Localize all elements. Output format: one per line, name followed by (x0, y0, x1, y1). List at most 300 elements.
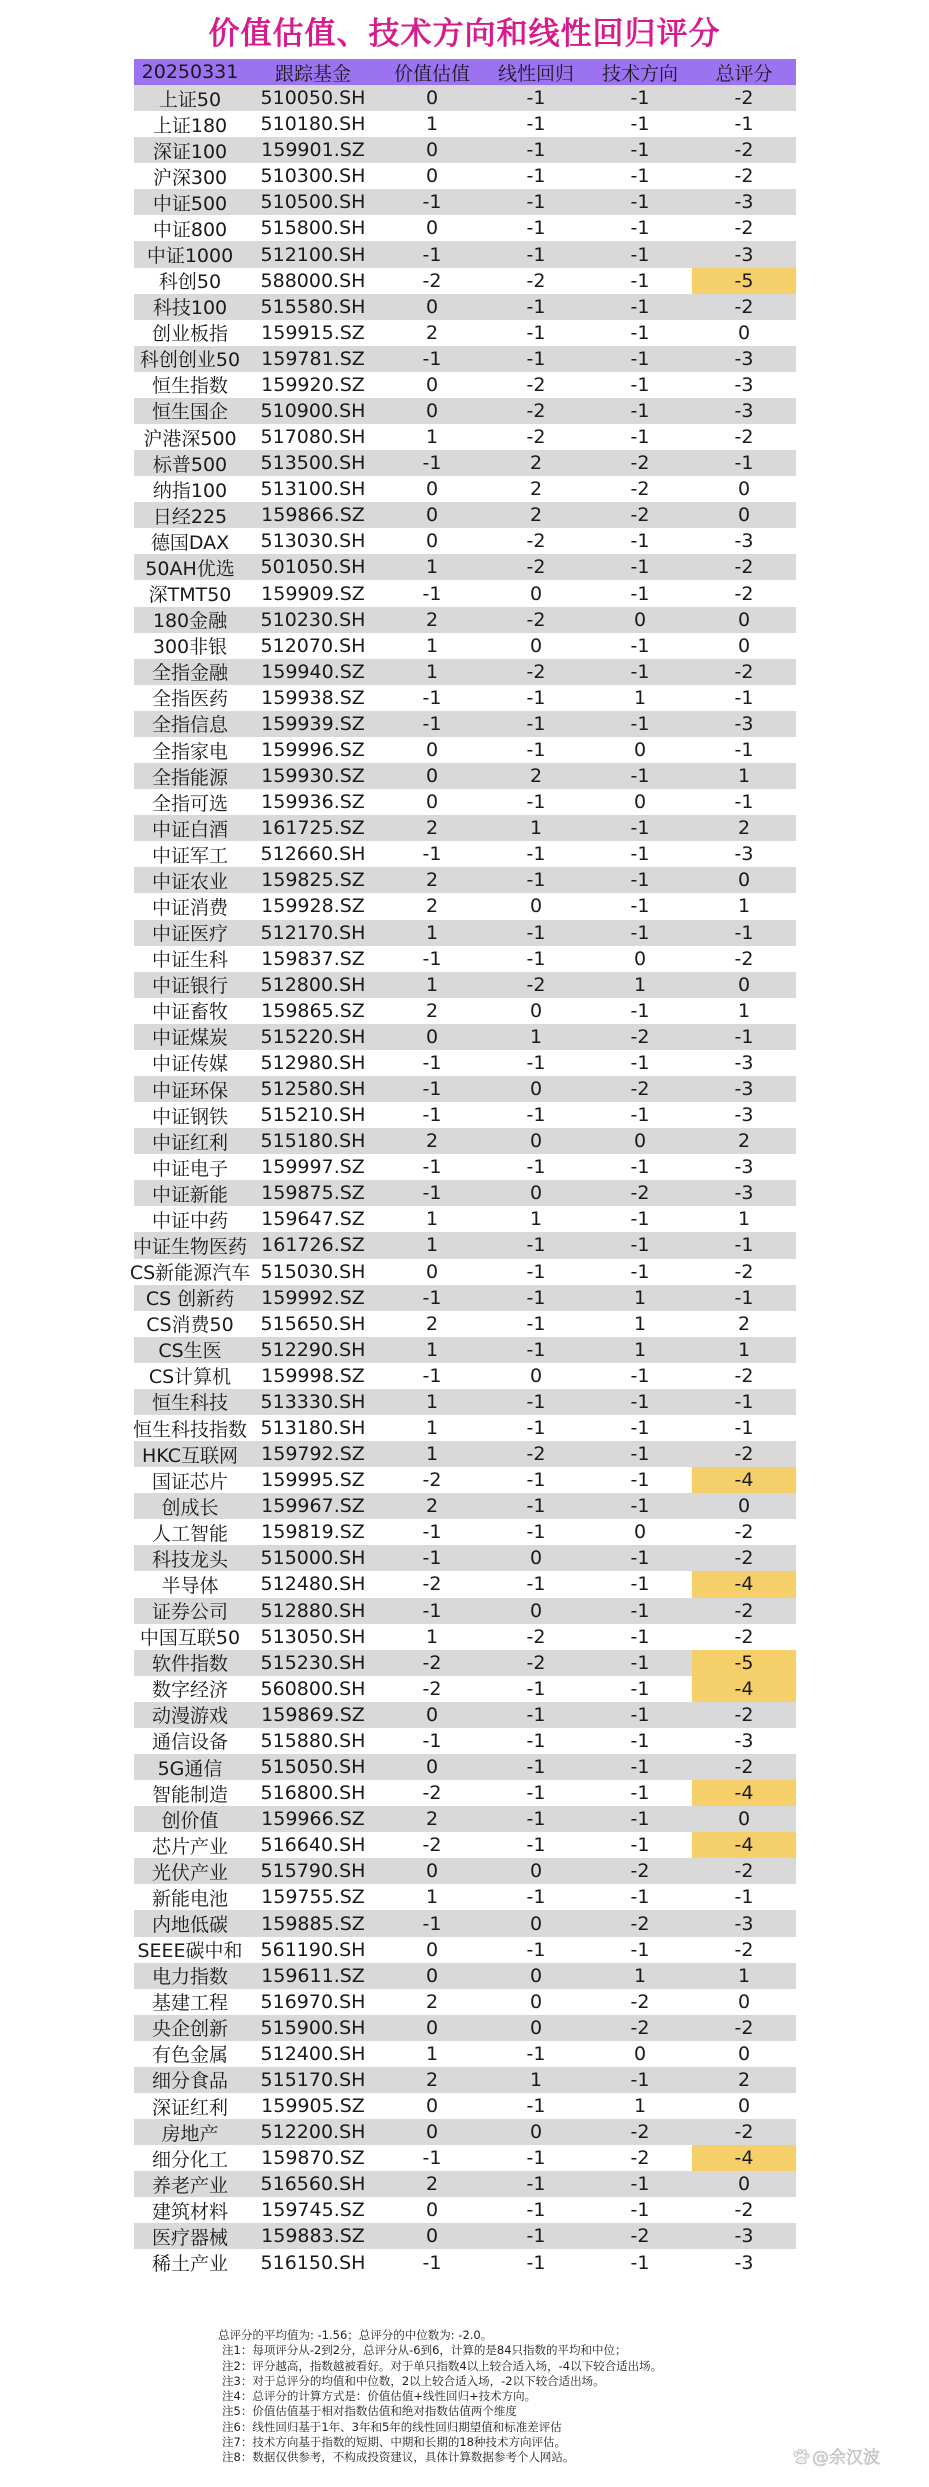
index-name: 房地产 (161, 2122, 219, 2145)
table-header (134, 59, 796, 85)
table-row (134, 2223, 796, 2249)
valuation-score: -1 (422, 843, 442, 866)
fund-code: 159883.SZ (261, 2225, 365, 2248)
fund-code: 515230.SH (260, 1651, 366, 1674)
fund-code: 512200.SH (260, 2121, 366, 2144)
table-row (134, 1519, 796, 1545)
valuation-score: 1 (425, 921, 439, 944)
index-name: 180金融 (152, 610, 228, 633)
table-row (134, 1154, 796, 1180)
valuation-score: 1 (425, 1886, 439, 1909)
regression-score: -1 (526, 165, 546, 188)
regression-score: -1 (526, 139, 546, 162)
table-row (134, 1076, 796, 1102)
regression-score: 0 (529, 895, 543, 918)
regression-score: 1 (529, 2068, 543, 2091)
index-name: 央企创新 (151, 2018, 228, 2041)
index-name: 国证芯片 (151, 1470, 228, 1493)
index-name: 中证医疗 (151, 923, 228, 946)
table-row (134, 607, 796, 633)
fund-code: 510230.SH (260, 608, 366, 631)
regression-score: -1 (526, 1417, 546, 1440)
total-score: 0 (737, 973, 751, 996)
regression-score: -1 (526, 1156, 546, 1179)
total-score: -3 (734, 1156, 754, 1179)
total-score: 0 (737, 1808, 751, 1831)
regression-score: -2 (526, 373, 546, 396)
technical-score: 0 (633, 947, 647, 970)
regression-score: 0 (529, 634, 543, 657)
fund-code: 513100.SH (260, 478, 366, 501)
regression-score: -1 (526, 113, 546, 136)
fund-code: 159905.SZ (261, 2095, 365, 2118)
valuation-score: -2 (422, 1677, 442, 1700)
valuation-score: 0 (425, 2016, 439, 2039)
table-row (134, 2093, 796, 2119)
score-table (129, 59, 796, 2276)
valuation-score: 0 (425, 2121, 439, 2144)
table-row (134, 163, 796, 189)
technical-score: -1 (630, 921, 650, 944)
regression-score: -1 (526, 1703, 546, 1726)
technical-score: -1 (630, 869, 650, 892)
table-row (134, 476, 796, 502)
baidu-paw-icon (792, 2449, 810, 2465)
index-name: 中国互联50 (139, 1627, 241, 1650)
valuation-score: -1 (422, 191, 442, 214)
total-score: -4 (692, 1780, 796, 1806)
fund-code: 515220.SH (260, 1025, 366, 1048)
total-score: -1 (734, 1025, 754, 1048)
fund-code: 560800.SH (260, 1677, 366, 1700)
valuation-score: 0 (425, 399, 439, 422)
regression-score: 0 (529, 999, 543, 1022)
index-name: 300非银 (152, 636, 228, 659)
technical-score: 0 (633, 738, 647, 761)
index-name: CS计算机 (148, 1366, 232, 1389)
technical-score: -1 (630, 1364, 650, 1387)
technical-score: -2 (630, 504, 650, 527)
fund-code: 515210.SH (260, 1104, 366, 1127)
regression-score: -1 (526, 712, 546, 735)
technical-score: 1 (633, 1964, 647, 1987)
valuation-score: 0 (425, 1860, 439, 1883)
total-score: 1 (737, 1338, 751, 1361)
index-name: CS新能源汽车 (129, 1262, 251, 1285)
technical-score: 0 (633, 608, 647, 631)
index-name: 中证白酒 (151, 818, 228, 841)
valuation-score: 1 (425, 2042, 439, 2065)
technical-score: -1 (630, 660, 650, 683)
technical-score: -1 (630, 1938, 650, 1961)
technical-score: 1 (633, 2095, 647, 2118)
valuation-score: 2 (425, 817, 439, 840)
fund-code: 517080.SH (260, 426, 366, 449)
table-row (134, 2041, 796, 2067)
fund-code: 510050.SH (260, 87, 366, 110)
table-row (134, 398, 796, 424)
fund-code: 515000.SH (260, 1547, 366, 1570)
total-score: -2 (734, 1521, 754, 1544)
index-name: CS生医 (158, 1340, 222, 1363)
regression-score: -1 (526, 321, 546, 344)
fund-code: 159930.SZ (261, 765, 365, 788)
table-row (134, 189, 796, 215)
technical-score: -1 (630, 269, 650, 292)
valuation-score: 2 (425, 1808, 439, 1831)
total-score: 0 (737, 634, 751, 657)
fund-code: 510180.SH (260, 113, 366, 136)
technical-score: -1 (630, 217, 650, 240)
valuation-score: 0 (425, 295, 439, 318)
note-8: 注8：数据仅供参考，不构成投资建议，具体计算数据参考个人网站。 (222, 2450, 575, 2465)
regression-score: -1 (526, 1390, 546, 1413)
fund-code: 516800.SH (260, 1782, 366, 1805)
table-row (134, 346, 796, 372)
valuation-score: 1 (425, 1417, 439, 1440)
fund-code: 512480.SH (260, 1573, 366, 1596)
valuation-score: -1 (422, 1364, 442, 1387)
index-name: 中证新能 (151, 1183, 228, 1206)
index-name: 上证180 (152, 114, 228, 137)
total-score: -5 (692, 1650, 796, 1676)
valuation-score: -1 (422, 686, 442, 709)
index-name: 恒生指数 (151, 375, 228, 398)
total-score: -4 (692, 1676, 796, 1702)
header-total: 总评分 (715, 62, 773, 85)
technical-score: -1 (630, 530, 650, 553)
regression-score: -2 (526, 556, 546, 579)
fund-code: 512170.SH (260, 921, 366, 944)
technical-score: -1 (630, 1469, 650, 1492)
total-score: -4 (692, 1571, 796, 1597)
table-row (134, 1963, 796, 1989)
index-name: 中证红利 (151, 1131, 228, 1154)
table-row (134, 1415, 796, 1441)
regression-score: 0 (529, 1182, 543, 1205)
fund-code: 516560.SH (260, 2173, 366, 2196)
table-row (134, 1937, 796, 1963)
valuation-score: 1 (425, 1443, 439, 1466)
index-name: 创价值 (161, 1809, 219, 1832)
notes (218, 2328, 663, 2466)
index-name: 通信设备 (151, 1731, 228, 1754)
table-row (134, 659, 796, 685)
fund-code: 159865.SZ (261, 999, 365, 1022)
technical-score: -1 (630, 87, 650, 110)
regression-score: -1 (526, 2225, 546, 2248)
regression-score: -1 (526, 947, 546, 970)
valuation-score: -1 (422, 712, 442, 735)
valuation-score: 1 (425, 1208, 439, 1231)
valuation-score: 0 (425, 2095, 439, 2118)
table-row (134, 867, 796, 893)
valuation-score: 1 (425, 1338, 439, 1361)
valuation-score: -1 (422, 582, 442, 605)
total-score: -1 (734, 921, 754, 944)
technical-score: -1 (630, 113, 650, 136)
technical-score: -1 (630, 582, 650, 605)
fund-code: 159992.SZ (261, 1286, 365, 1309)
fund-code: 561190.SH (260, 1938, 366, 1961)
table-row (134, 789, 796, 815)
index-name: 中证钢铁 (151, 1105, 228, 1128)
fund-code: 159781.SZ (261, 347, 365, 370)
fund-code: 159928.SZ (261, 895, 365, 918)
regression-score: -1 (526, 1260, 546, 1283)
table-row (134, 1754, 796, 1780)
total-score: -2 (734, 295, 754, 318)
index-name: 5G通信 (157, 1757, 223, 1780)
valuation-score: 1 (425, 660, 439, 683)
index-name: 创成长 (161, 1496, 219, 1519)
total-score: -2 (734, 660, 754, 683)
regression-score: 0 (529, 1990, 543, 2013)
technical-score: -1 (630, 1208, 650, 1231)
table-row (134, 1624, 796, 1650)
watermark (792, 2443, 880, 2468)
total-score: 2 (737, 2068, 751, 2091)
total-score: -2 (734, 1547, 754, 1570)
fund-code: 159997.SZ (261, 1156, 365, 1179)
table-row (134, 1024, 796, 1050)
table-row (134, 1884, 796, 1910)
table-row (134, 1337, 796, 1363)
total-score: -3 (734, 191, 754, 214)
regression-score: -1 (526, 295, 546, 318)
total-score: -4 (692, 2145, 796, 2171)
fund-code: 501050.SH (260, 556, 366, 579)
total-score: -2 (734, 139, 754, 162)
total-score: -2 (734, 1260, 754, 1283)
index-name: 有色金属 (151, 2044, 228, 2067)
technical-score: -1 (630, 139, 650, 162)
index-name: 沪深300 (152, 166, 228, 189)
table-row (134, 2145, 796, 2171)
valuation-score: -1 (422, 347, 442, 370)
index-name: 内地低碳 (151, 1914, 228, 1937)
table-row (134, 972, 796, 998)
index-name: 恒生科技指数 (133, 1418, 248, 1441)
technical-score: -1 (630, 999, 650, 1022)
index-name: 细分食品 (151, 2070, 228, 2093)
technical-score: -1 (630, 1703, 650, 1726)
technical-score: -1 (630, 1625, 650, 1648)
table-row (134, 1363, 796, 1389)
regression-score: 0 (529, 1964, 543, 1987)
index-name: 中证生科 (151, 949, 228, 972)
fund-code: 515030.SH (260, 1260, 366, 1283)
table-row (134, 2171, 796, 2197)
technical-score: 0 (633, 2042, 647, 2065)
note-4: 注4：总评分的计算方式是：价值估值+线性回归+技术方向。 (222, 2389, 537, 2404)
total-score: -3 (734, 712, 754, 735)
total-score: 2 (737, 817, 751, 840)
header-regression: 线性回归 (497, 62, 574, 85)
technical-score: -2 (630, 1860, 650, 1883)
regression-score: -2 (526, 269, 546, 292)
total-score: -1 (734, 1234, 754, 1257)
technical-score: -1 (630, 2173, 650, 2196)
technical-score: -2 (630, 1182, 650, 1205)
note-6: 注6：线性回归基于1年、3年和5年的线性回归期望值和标准差评估 (222, 2419, 562, 2434)
valuation-score: 0 (425, 791, 439, 814)
technical-score: -1 (630, 1156, 650, 1179)
technical-score: -1 (630, 373, 650, 396)
fund-code: 159745.SZ (261, 2199, 365, 2222)
total-score: -2 (734, 426, 754, 449)
regression-score: -1 (526, 1338, 546, 1361)
total-score: 0 (737, 608, 751, 631)
regression-score: -1 (526, 191, 546, 214)
total-score: -2 (734, 165, 754, 188)
table-row (134, 137, 796, 163)
total-score: -2 (734, 1938, 754, 1961)
fund-code: 159792.SZ (261, 1443, 365, 1466)
total-score: -5 (692, 268, 796, 294)
total-score: -2 (734, 2199, 754, 2222)
regression-score: -1 (526, 1104, 546, 1127)
regression-score: -1 (526, 1782, 546, 1805)
technical-score: 0 (633, 1521, 647, 1544)
index-name: 全指信息 (151, 714, 228, 737)
technical-score: 0 (633, 791, 647, 814)
regression-score: 0 (529, 1078, 543, 1100)
total-score: -1 (734, 113, 754, 136)
regression-score: 0 (529, 1599, 543, 1622)
total-score: -1 (734, 1886, 754, 1909)
regression-score: 0 (529, 2121, 543, 2144)
valuation-score: 0 (425, 1964, 439, 1987)
total-score: 0 (737, 2173, 751, 2196)
valuation-score: -1 (422, 1078, 442, 1100)
table-row (134, 1285, 796, 1311)
table-row (134, 1232, 796, 1258)
total-score: 0 (737, 504, 751, 527)
technical-score: -1 (630, 191, 650, 214)
table-row (134, 1728, 796, 1754)
technical-score: -1 (630, 1051, 650, 1074)
valuation-score: -2 (422, 1782, 442, 1805)
index-name: 半导体 (161, 1575, 219, 1597)
total-score: 0 (737, 2095, 751, 2118)
fund-code: 515580.SH (260, 295, 366, 318)
index-name: 深证红利 (151, 2096, 228, 2119)
total-score: -3 (734, 1729, 754, 1752)
total-score: 1 (737, 999, 751, 1022)
technical-score: 1 (633, 973, 647, 996)
index-name: 恒生国企 (151, 401, 228, 424)
table-row (134, 2015, 796, 2041)
valuation-score: 0 (425, 1703, 439, 1726)
fund-code: 159866.SZ (261, 504, 365, 527)
table-row (134, 2067, 796, 2093)
total-score: -2 (734, 87, 754, 110)
total-score: -1 (734, 452, 754, 475)
technical-score: -2 (630, 1990, 650, 2013)
fund-code: 512800.SH (260, 973, 366, 996)
total-score: -3 (734, 530, 754, 553)
table-row (134, 920, 796, 946)
regression-score: -1 (526, 686, 546, 709)
index-name: 光伏产业 (151, 1861, 228, 1884)
fund-code: 159996.SZ (261, 738, 365, 761)
total-score: -2 (734, 1364, 754, 1387)
table-row (134, 268, 796, 294)
total-score: -2 (734, 1860, 754, 1883)
valuation-score: 0 (425, 765, 439, 788)
index-name: 中证800 (152, 218, 228, 241)
table-row (134, 450, 796, 476)
index-name: 创业板指 (151, 323, 228, 346)
table-row (134, 946, 796, 972)
table-row (134, 1441, 796, 1467)
index-name: 中证电子 (151, 1157, 228, 1180)
table-row (134, 737, 796, 763)
technical-score: -1 (630, 426, 650, 449)
regression-score: -2 (526, 973, 546, 996)
total-score: 1 (737, 765, 751, 788)
table-row (134, 1571, 796, 1597)
index-name: 中证畜牧 (151, 1001, 228, 1024)
total-score: -1 (734, 1390, 754, 1413)
fund-code: 513030.SH (260, 530, 366, 553)
technical-score: -1 (630, 765, 650, 788)
fund-code: 512070.SH (260, 634, 366, 657)
valuation-score: 2 (425, 1312, 439, 1335)
regression-score: -1 (526, 2095, 546, 2118)
fund-code: 516150.SH (260, 2251, 366, 2274)
table-row (134, 1545, 796, 1571)
index-name: 软件指数 (151, 1653, 228, 1676)
header-technical: 技术方向 (601, 62, 678, 85)
index-name: 科创50 (158, 271, 222, 294)
technical-score: 1 (633, 686, 647, 709)
fund-code: 159819.SZ (261, 1521, 365, 1544)
total-score: -3 (734, 2225, 754, 2248)
technical-score: -1 (630, 1599, 650, 1622)
valuation-score: 2 (425, 321, 439, 344)
total-score: 0 (737, 1990, 751, 2013)
technical-score: 1 (633, 1312, 647, 1335)
table-row (134, 633, 796, 659)
regression-score: 0 (529, 2016, 543, 2039)
table-row (134, 1467, 796, 1493)
valuation-score: -1 (422, 1182, 442, 1205)
table-row (134, 1650, 796, 1676)
technical-score: -1 (630, 1834, 650, 1857)
valuation-score: -1 (422, 1104, 442, 1127)
regression-score: -1 (526, 1808, 546, 1831)
fund-code: 510300.SH (260, 165, 366, 188)
fund-code: 159875.SZ (261, 1182, 365, 1205)
index-name: 芯片产业 (151, 1835, 228, 1858)
regression-score: -1 (526, 2042, 546, 2065)
technical-score: -1 (630, 399, 650, 422)
valuation-score: -1 (422, 1521, 442, 1544)
index-name: HKC互联网 (142, 1444, 238, 1467)
table-row (134, 372, 796, 398)
fund-code: 515050.SH (260, 1756, 366, 1779)
fund-code: 516970.SH (260, 1990, 366, 2013)
technical-score: -1 (630, 1234, 650, 1257)
total-score: -3 (734, 399, 754, 422)
valuation-score: 2 (425, 608, 439, 631)
valuation-score: 2 (425, 2068, 439, 2091)
valuation-score: 2 (425, 1130, 439, 1153)
valuation-score: 2 (425, 869, 439, 892)
table-row (134, 580, 796, 606)
